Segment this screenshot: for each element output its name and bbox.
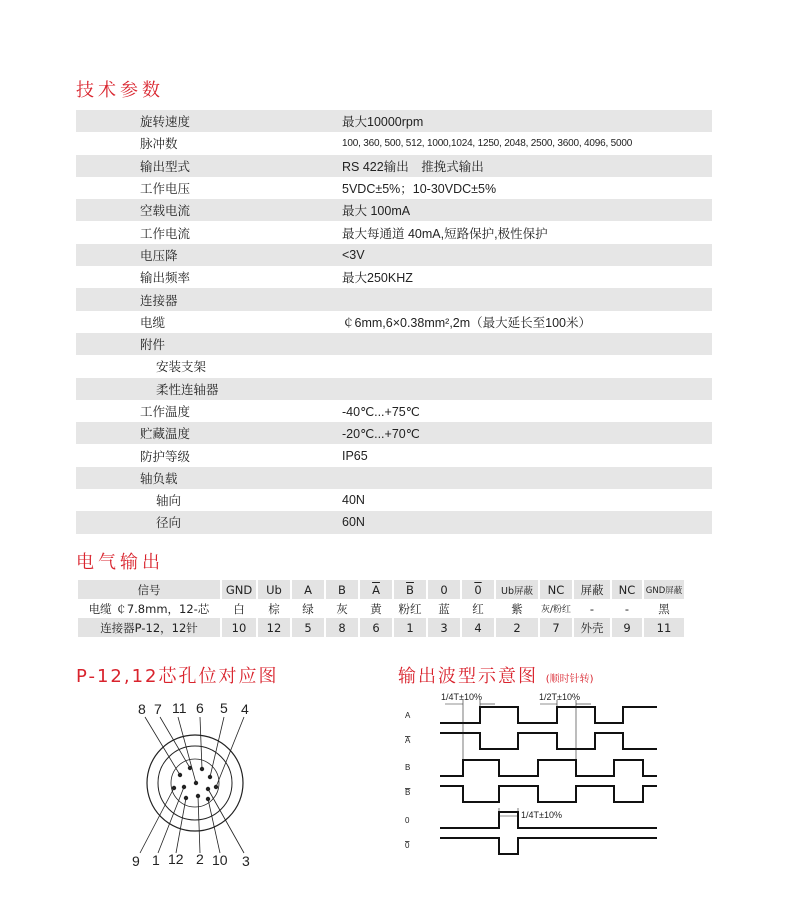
spec-row [76, 467, 712, 489]
table-cell: B [326, 580, 358, 599]
table-cell: 4 [462, 618, 494, 637]
spec-value: 最大 100mA [342, 204, 411, 219]
spec-row [76, 422, 712, 444]
spec-row [76, 444, 712, 466]
spec-row [76, 355, 712, 377]
pin-leader-lines [140, 717, 244, 853]
channel-labels [405, 711, 411, 850]
table-cell: 5 [292, 618, 324, 637]
pin-label: 3 [242, 853, 250, 869]
table-cell: - [574, 599, 610, 618]
spec-label: 脉冲数 [140, 136, 178, 152]
pin-label: 10 [212, 852, 228, 868]
spec-label: 连接器 [140, 292, 178, 308]
table-cell: 屏蔽 [574, 580, 610, 599]
channel-label: A [405, 711, 411, 720]
spec-label: 安装支架 [156, 359, 207, 375]
table-cell: 紫 [496, 599, 538, 618]
spec-label: 工作电压 [140, 181, 191, 197]
channel-label: 0 [405, 841, 410, 850]
timing-label: 1/4T±10% [521, 810, 562, 820]
table-cell: Ub屏蔽 [496, 580, 538, 599]
waveform-title-text: 输出波型示意图 [398, 666, 538, 687]
table-cell: $\overline{B}$ [394, 580, 426, 599]
table-cell: 3 [428, 618, 460, 637]
table-cell: 信号 [78, 580, 220, 599]
wave-b-inv [440, 786, 657, 802]
table-cell: 2 [496, 618, 538, 637]
spec-row [76, 333, 712, 355]
timing-labels [441, 692, 580, 820]
channel-label: B [405, 788, 411, 797]
table-row [78, 599, 684, 618]
table-cell: NC [540, 580, 572, 599]
table-cell: 0 [428, 580, 460, 599]
waveform-diagram [395, 690, 665, 860]
table-cell: 红 [462, 599, 494, 618]
connector-pinout-diagram [120, 695, 280, 875]
wave-zero-inv [440, 838, 657, 854]
spec-label: 输出型式 [140, 158, 191, 174]
spec-row [76, 177, 712, 199]
spec-row [76, 155, 712, 177]
spec-row [76, 378, 712, 400]
channel-label: 0 [405, 816, 410, 825]
table-cell: 0 [462, 580, 494, 599]
electric-table [76, 580, 686, 637]
spec-row [76, 221, 712, 243]
spec-value: 5VDC±5%；10-30VDC±5% [342, 182, 497, 197]
table-cell: 外壳 [574, 618, 610, 637]
wave-a-inv [440, 733, 657, 749]
spec-label: 旋转速度 [140, 114, 191, 130]
spec-row [76, 132, 712, 154]
spec-value: -20℃...+70℃ [342, 426, 420, 441]
spec-row [76, 266, 712, 288]
table-cell: 粉红 [394, 599, 426, 618]
spec-row [76, 199, 712, 221]
spec-value: 60N [342, 515, 365, 530]
table-cell: 6 [360, 618, 392, 637]
pin-label: 7 [154, 701, 162, 717]
spec-label: 电压降 [140, 247, 178, 263]
table-cell: 7 [540, 618, 572, 637]
spec-row [76, 244, 712, 266]
table-cell: $\overline{A}$ [360, 580, 392, 599]
spec-label: 柔性连轴器 [156, 381, 219, 397]
table-cell: 1 [394, 618, 426, 637]
spec-value: 最大每通道 40mA,短路保护,极性保护 [342, 226, 548, 241]
table-cell: 连接器P-12，12针 [78, 618, 220, 637]
waveform-traces [440, 707, 657, 854]
spec-label: 防护等级 [140, 448, 191, 464]
spec-row [76, 511, 712, 533]
spec-value: -40℃...+75℃ [342, 404, 420, 419]
timing-label: 1/2T±10% [539, 692, 580, 702]
spec-value: 40N [342, 493, 365, 508]
table-cell: 电缆 ￠7.8mm，12-芯 [78, 599, 220, 618]
spec-value: 最大250KHZ [342, 271, 413, 286]
waveform-title [398, 662, 594, 688]
spec-value: <3V [342, 247, 365, 262]
pin-label: 6 [196, 700, 204, 716]
spec-table [76, 110, 712, 534]
table-cell: 灰 [326, 599, 358, 618]
pin-label: 12 [168, 851, 184, 867]
tech-params-title: 技术参数 [76, 80, 164, 101]
table-cell: GND [222, 580, 256, 599]
spec-value: RS 422输出 推挽式输出 [342, 159, 484, 174]
spec-row [76, 311, 712, 333]
wave-a [440, 707, 657, 723]
table-cell: 9 [612, 618, 642, 637]
pin-label: 2 [196, 851, 204, 867]
spec-row [76, 400, 712, 422]
spec-row [76, 110, 712, 132]
pinout-title: P-12,12芯孔位对应图 [76, 666, 279, 687]
electric-output-title: 电气输出 [76, 552, 164, 573]
table-cell: 棕 [258, 599, 290, 618]
spec-label: 轴向 [156, 493, 182, 509]
pin-labels-top [138, 700, 249, 717]
spec-label: 空载电流 [140, 203, 191, 219]
spec-row [76, 288, 712, 310]
table-cell: 10 [222, 618, 256, 637]
spec-row [76, 489, 712, 511]
channel-label: B [405, 763, 411, 772]
table-cell: NC [612, 580, 642, 599]
timing-label: 1/4T±10% [441, 692, 482, 702]
spec-label: 电缆 [140, 314, 166, 330]
spec-value: 最大10000rpm [342, 115, 424, 130]
table-cell: 12 [258, 618, 290, 637]
table-cell: 灰/粉红 [540, 599, 572, 618]
spec-label: 工作温度 [140, 404, 191, 419]
table-cell: A [292, 580, 324, 599]
table-row [78, 580, 684, 599]
pin-label: 1 [152, 852, 160, 868]
spec-label: 附件 [140, 337, 166, 353]
pin-label: 5 [220, 700, 228, 716]
pin-labels-bottom [132, 851, 250, 869]
waveform-note: (顺时针转) [545, 674, 594, 685]
pin-label: 9 [132, 853, 140, 869]
channel-label: A [405, 736, 411, 745]
spec-value: IP65 [342, 448, 368, 463]
table-cell: GND屏蔽 [644, 580, 684, 599]
table-cell: 蓝 [428, 599, 460, 618]
spec-label: 输出频率 [140, 270, 191, 286]
spec-value: ￠6mm,6×0.38mm²,2m（最大延长至100米） [342, 315, 592, 330]
wave-b [440, 760, 657, 776]
table-cell: 黑 [644, 599, 684, 618]
spec-label: 贮藏温度 [140, 426, 191, 442]
table-cell: 11 [644, 618, 684, 637]
pin-label: 4 [241, 701, 249, 717]
pin-label: 11 [172, 700, 187, 716]
table-row [78, 618, 684, 637]
table-cell: 黄 [360, 599, 392, 618]
spec-value: 100, 360, 500, 512, 1000,1024, 1250, 2048, 2500, 3600, 4096, 5000 [342, 137, 633, 149]
pin-label: 8 [138, 701, 146, 717]
table-cell: 白 [222, 599, 256, 618]
table-cell: Ub [258, 580, 290, 599]
table-cell: 8 [326, 618, 358, 637]
spec-label: 工作电流 [140, 225, 191, 241]
spec-label: 径向 [156, 515, 182, 531]
spec-label: 轴负载 [140, 470, 178, 486]
table-cell: 绿 [292, 599, 324, 618]
table-cell: - [612, 599, 642, 618]
